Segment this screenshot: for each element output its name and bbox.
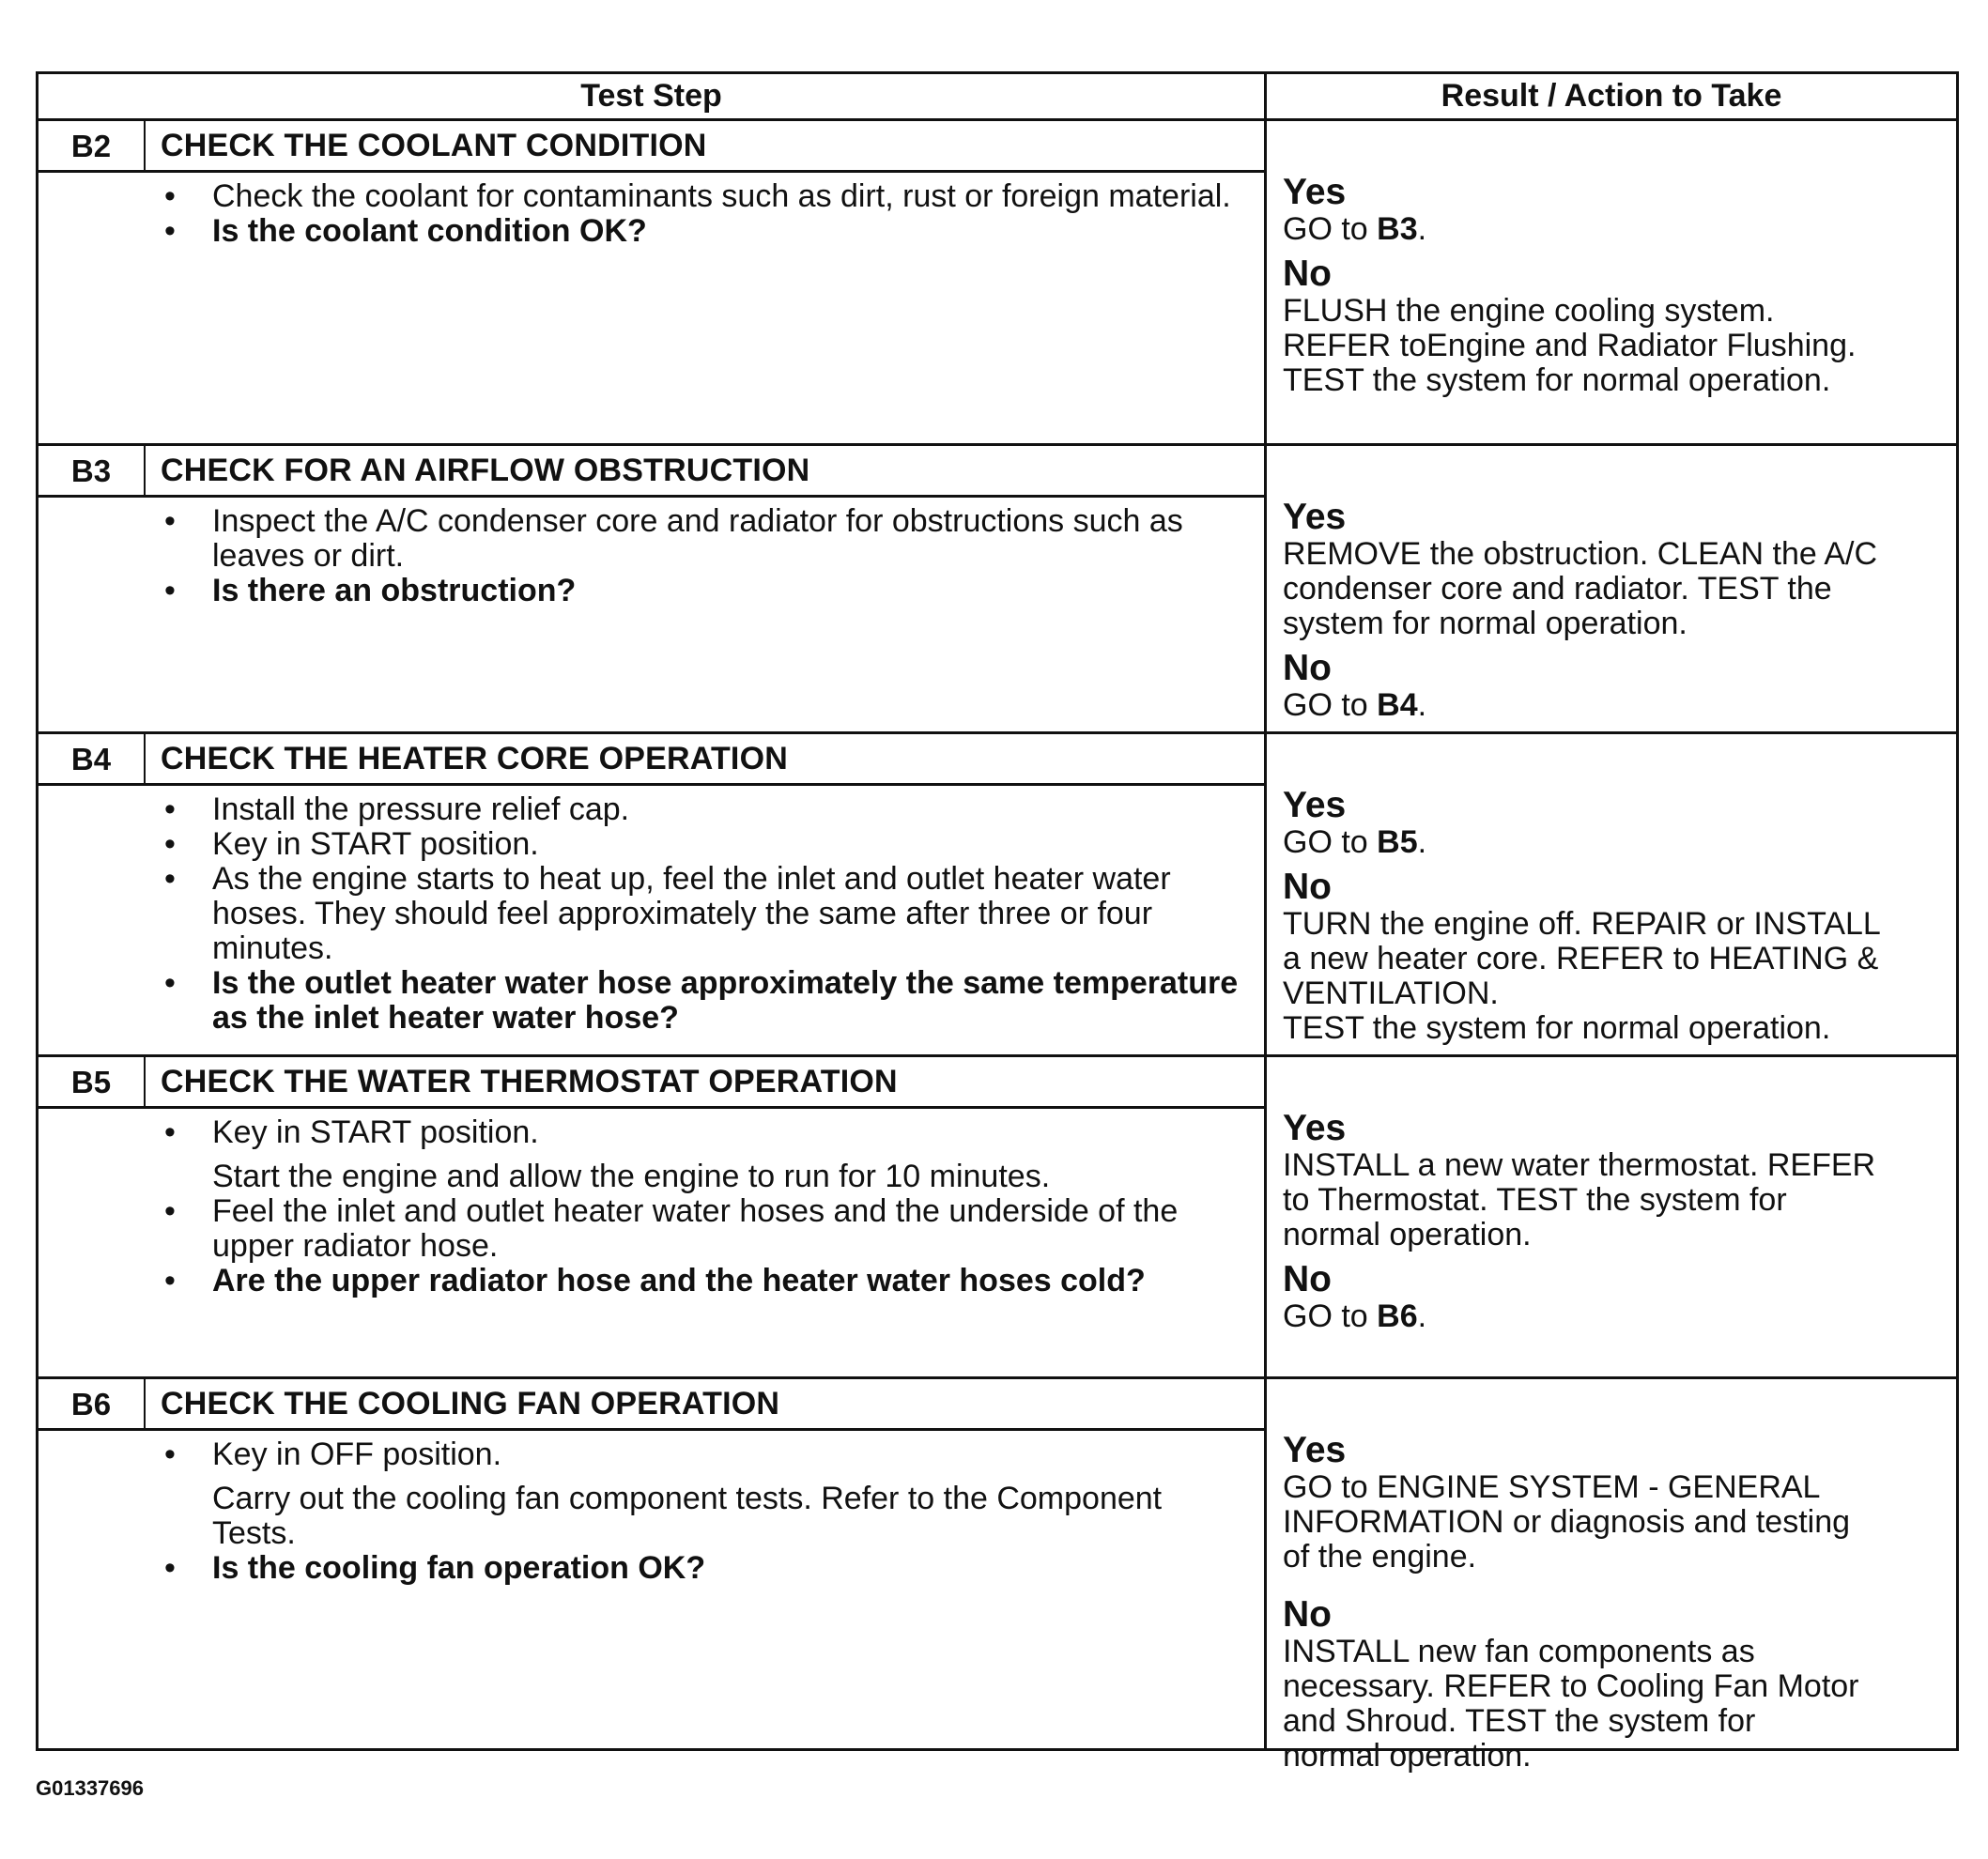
step-title: CHECK THE HEATER CORE OPERATION [161, 741, 788, 776]
no-action-line [1283, 1011, 1949, 1046]
step-reference: B5 [1377, 824, 1418, 860]
result-action-cell [1267, 734, 1956, 1054]
bullet-icon: • [164, 573, 176, 608]
instruction-text: Install the pressure relief cap. [212, 791, 630, 827]
yes-label: Yes [1283, 1108, 1347, 1148]
step-reference: B4 [1377, 687, 1418, 723]
yes-action-line [1283, 607, 1949, 641]
step-heading [39, 1379, 1264, 1431]
action-text: TEST the system for normal operation. [1283, 1010, 1831, 1046]
step-reference: B3 [1377, 211, 1418, 247]
instruction-text: Key in START position. [212, 826, 539, 862]
step-id: B4 [39, 734, 146, 783]
step-instructions [39, 792, 1264, 1036]
bullet-icon: • [164, 1436, 176, 1472]
instruction-text: Key in OFF position. [212, 1436, 502, 1472]
spacer [1283, 1575, 1949, 1595]
result-action-cell [1267, 1379, 1956, 1774]
action-text: VENTILATION. [1283, 976, 1499, 1011]
step-id: B6 [39, 1379, 146, 1428]
action-text: . [1417, 211, 1427, 247]
yes-action-line [1283, 1540, 1949, 1575]
step-row-b3 [39, 443, 1956, 731]
spacer [1283, 1252, 1949, 1260]
step-question [39, 574, 1264, 608]
test-step-cell [39, 1379, 1267, 1748]
yes-action-line [1283, 1505, 1949, 1540]
step-instruction [39, 1115, 1264, 1150]
test-step-cell [39, 734, 1267, 1054]
step-question [39, 1264, 1264, 1298]
no-label: No [1283, 1259, 1332, 1299]
figure-id: G01337696 [36, 1776, 144, 1800]
action-text: and Shroud. TEST the system for [1283, 1703, 1756, 1739]
instruction-text: Key in START position. [212, 1114, 539, 1150]
action-text: GO to [1283, 1298, 1378, 1334]
action-text: INFORMATION or diagnosis and testing [1283, 1504, 1851, 1540]
yes-action-line [1283, 1183, 1949, 1218]
step-instruction [39, 504, 1264, 574]
header-result-action: Result / Action to Take [1441, 78, 1782, 114]
no-action-line [1283, 1739, 1949, 1774]
step-heading [39, 446, 1264, 498]
header-test-step: Test Step [39, 74, 1267, 118]
action-text: GO to [1283, 687, 1378, 723]
instruction-text: Are the upper radiator hose and the heater water hoses cold? [212, 1263, 1146, 1298]
diagnostic-table [36, 71, 1959, 1774]
step-instruction [39, 862, 1264, 966]
bullet-icon: • [164, 213, 176, 249]
bullet-icon: • [164, 965, 176, 1001]
step-question [39, 966, 1264, 1036]
step-instructions [39, 179, 1264, 249]
instruction-text: Check the coolant for contaminants such as dirt, rust or foreign material. [212, 178, 1231, 214]
no-action-line [1283, 329, 1949, 363]
action-text: GO to [1283, 211, 1378, 247]
step-title: CHECK FOR AN AIRFLOW OBSTRUCTION [161, 453, 810, 488]
instruction-text: Carry out the cooling fan component tests. Refer to the Component Tests. [212, 1481, 1163, 1551]
instruction-text: Is the outlet heater water hose approximately the same temperature as the inlet heater water hose? [212, 965, 1239, 1036]
yes-label: Yes [1283, 497, 1347, 537]
action-text: TURN the engine off. REPAIR or INSTALL [1283, 906, 1881, 942]
step-instruction [39, 1437, 1264, 1472]
step-heading [39, 734, 1264, 786]
step-heading [39, 121, 1264, 173]
no-label: No [1283, 1594, 1332, 1635]
yes-action-line [1283, 1470, 1949, 1505]
step-reference: B6 [1377, 1298, 1418, 1334]
bullet-icon: • [164, 791, 176, 827]
yes-action-line [1283, 825, 1949, 860]
bullet-icon: • [164, 1193, 176, 1229]
step-instruction [39, 792, 1264, 827]
no-label: No [1283, 254, 1332, 294]
spacer [1283, 860, 1949, 868]
result-action-cell [1267, 121, 1956, 443]
step-instruction [39, 1160, 1264, 1194]
no-action-line [1283, 363, 1949, 398]
instruction-text: Inspect the A/C condenser core and radiator for obstructions such as leaves or dirt. [212, 503, 1183, 574]
step-title: CHECK THE COOLANT CONDITION [161, 128, 707, 163]
yes-action-line [1283, 572, 1949, 607]
step-row-b6 [39, 1376, 1956, 1774]
bullet-icon: • [164, 1550, 176, 1586]
step-instruction [39, 827, 1264, 862]
no-action-line [1283, 907, 1949, 942]
yes-action-line [1283, 537, 1949, 572]
bullet-icon: • [164, 1263, 176, 1298]
step-instruction [39, 1194, 1264, 1264]
step-instructions [39, 1115, 1264, 1298]
bullet-icon: • [164, 861, 176, 897]
test-step-cell [39, 1057, 1267, 1376]
step-instruction [39, 1482, 1264, 1551]
result-action-cell [1267, 1057, 1956, 1376]
action-text: normal operation. [1283, 1217, 1532, 1252]
spacer [1283, 247, 1949, 254]
no-action-line [1283, 942, 1949, 976]
bullet-icon: • [164, 826, 176, 862]
step-row-b4 [39, 731, 1956, 1054]
yes-label: Yes [1283, 785, 1347, 825]
step-id: B2 [39, 121, 146, 170]
result-action-cell [1267, 446, 1956, 731]
yes-action-line [1283, 1148, 1949, 1183]
instruction-text: Start the engine and allow the engine to run for 10 minutes. [212, 1159, 1051, 1194]
instruction-text: Is the cooling fan operation OK? [212, 1550, 706, 1586]
step-id: B5 [39, 1057, 146, 1106]
spacer [1283, 641, 1949, 649]
action-text: . [1417, 824, 1427, 860]
no-action-line [1283, 688, 1949, 723]
test-step-cell [39, 446, 1267, 731]
instruction-text: Feel the inlet and outlet heater water hoses and the underside of the upper radiator hose. [212, 1193, 1179, 1264]
instruction-text: Is there an obstruction? [212, 573, 577, 608]
yes-label: Yes [1283, 1430, 1347, 1470]
instruction-text: Is the coolant condition OK? [212, 213, 647, 249]
test-step-cell [39, 121, 1267, 443]
step-instruction [39, 179, 1264, 214]
bullet-icon: • [164, 503, 176, 539]
yes-label: Yes [1283, 172, 1347, 212]
instruction-text: As the engine starts to heat up, feel the inlet and outlet heater water hoses. They should feel approximately the same after three or four minutes. [212, 861, 1171, 966]
step-instructions [39, 1437, 1264, 1586]
yes-action-line [1283, 212, 1949, 247]
no-action-line [1283, 1669, 1949, 1704]
no-action-line [1283, 1299, 1949, 1334]
step-question [39, 1551, 1264, 1586]
step-heading [39, 1057, 1264, 1109]
action-text: . [1417, 687, 1427, 723]
action-text: . [1417, 1298, 1427, 1334]
no-action-line [1283, 294, 1949, 329]
action-text: system for normal operation. [1283, 606, 1687, 641]
bullet-icon: • [164, 1114, 176, 1150]
step-instructions [39, 504, 1264, 608]
action-text: necessary. REFER to Cooling Fan Motor [1283, 1668, 1859, 1704]
action-text: REFER toEngine and Radiator Flushing. [1283, 328, 1857, 363]
action-text: TEST the system for normal operation. [1283, 362, 1831, 398]
action-text: normal operation. [1283, 1738, 1532, 1774]
yes-action-line [1283, 1218, 1949, 1252]
action-text: GO to ENGINE SYSTEM - GENERAL [1283, 1469, 1821, 1505]
no-action-line [1283, 1704, 1949, 1739]
action-text: INSTALL a new water thermostat. REFER [1283, 1147, 1876, 1183]
action-text: FLUSH the engine cooling system. [1283, 293, 1775, 329]
step-row-b5 [39, 1054, 1956, 1376]
action-text: to Thermostat. TEST the system for [1283, 1182, 1787, 1218]
bullet-icon: • [164, 178, 176, 214]
step-title: CHECK THE COOLING FAN OPERATION [161, 1386, 780, 1421]
action-text: condenser core and radiator. TEST the [1283, 571, 1832, 607]
no-action-line [1283, 976, 1949, 1011]
no-label: No [1283, 867, 1332, 907]
action-text: of the engine. [1283, 1539, 1477, 1575]
action-text: INSTALL new fan components as [1283, 1634, 1755, 1669]
action-text: a new heater core. REFER to HEATING & [1283, 941, 1879, 976]
step-question [39, 214, 1264, 249]
no-label: No [1283, 648, 1332, 688]
action-text: REMOVE the obstruction. CLEAN the A/C [1283, 536, 1878, 572]
step-row-b2 [39, 121, 1956, 443]
step-title: CHECK THE WATER THERMOSTAT OPERATION [161, 1064, 898, 1099]
action-text: GO to [1283, 824, 1378, 860]
no-action-line [1283, 1635, 1949, 1669]
step-id: B3 [39, 446, 146, 495]
